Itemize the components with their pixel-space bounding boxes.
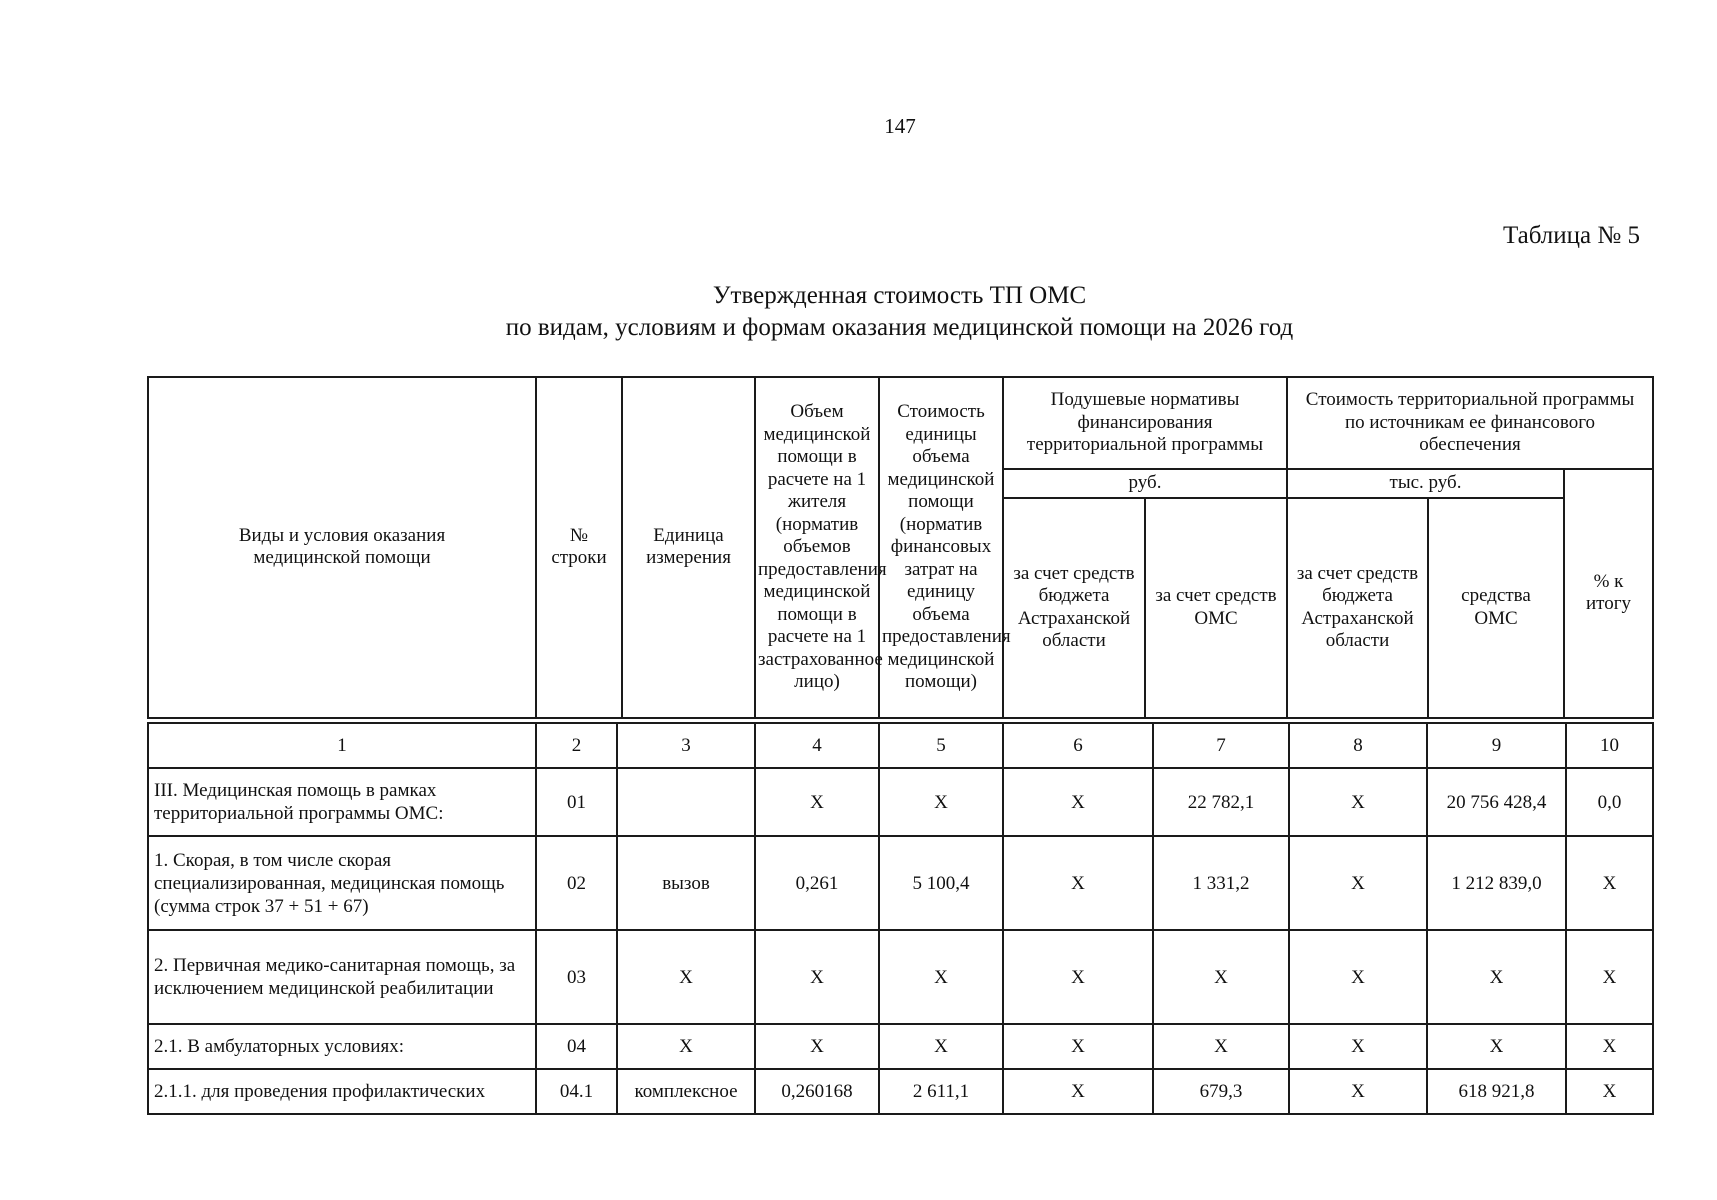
table-row	[148, 1069, 1653, 1114]
row-description: 2.1. В амбулаторных условиях:	[148, 1024, 536, 1069]
row-cost: 2 611,1	[879, 1069, 1003, 1114]
table-label: Таблица № 5	[1502, 222, 1640, 249]
column-number: 3	[617, 723, 755, 768]
row-code: 03	[536, 930, 617, 1024]
row-cost: X	[879, 768, 1003, 836]
header-types: Виды и условия оказания медицинской помощи	[148, 377, 536, 718]
row-volume: X	[755, 1024, 879, 1069]
column-number: 10	[1566, 723, 1653, 768]
row-unit: вызов	[617, 836, 755, 930]
header-unit-thousand-rub: тыс. руб.	[1287, 469, 1564, 498]
header-unit-cost: Стоимость единицы объема медицинской помощи (норматив финансовых затрат на единицу объема предоставления медицинской помощи)	[879, 377, 1003, 718]
row-per-capita-budget: X	[1003, 1024, 1153, 1069]
row-unit: X	[617, 1024, 755, 1069]
title-line-2: по видам, условиям и формам оказания медицинской помощи на 2026 год	[505, 314, 1294, 341]
row-total-budget: X	[1289, 768, 1427, 836]
row-volume: X	[755, 768, 879, 836]
row-percent: X	[1566, 930, 1653, 1024]
table-row	[148, 768, 1653, 836]
header-percent-total: % к итогу	[1564, 469, 1653, 718]
column-number: 5	[879, 723, 1003, 768]
row-per-capita-oms: 679,3	[1153, 1069, 1289, 1114]
row-percent: 0,0	[1566, 768, 1653, 836]
column-number: 7	[1153, 723, 1289, 768]
row-unit: комплексное	[617, 1069, 755, 1114]
row-total-budget: X	[1289, 930, 1427, 1024]
row-cost: X	[879, 930, 1003, 1024]
row-cost: X	[879, 1024, 1003, 1069]
header-program-cost: Стоимость территориальной программы по источникам ее финансового обеспечения	[1287, 377, 1653, 469]
row-description: 1. Скорая, в том числе скорая специализированная, медицинская помощь (сумма строк 37 + 51 + 67)	[148, 836, 536, 930]
column-number: 6	[1003, 723, 1153, 768]
table-header	[147, 376, 1654, 719]
row-volume: X	[755, 930, 879, 1024]
row-total-budget: X	[1289, 1024, 1427, 1069]
row-percent: X	[1566, 836, 1653, 930]
title-line-1: Утвержденная стоимость ТП ОМС	[712, 282, 1087, 309]
row-per-capita-oms: X	[1153, 930, 1289, 1024]
row-code: 04	[536, 1024, 617, 1069]
row-total-oms: 618 921,8	[1427, 1069, 1566, 1114]
table-row	[148, 1024, 1653, 1069]
row-code: 01	[536, 768, 617, 836]
row-volume: 0,261	[755, 836, 879, 930]
column-number-row	[148, 723, 1653, 768]
column-number: 9	[1427, 723, 1566, 768]
column-number: 4	[755, 723, 879, 768]
row-unit	[617, 768, 755, 836]
row-per-capita-budget: X	[1003, 930, 1153, 1024]
row-code: 02	[536, 836, 617, 930]
row-description: 2. Первичная медико-санитарная помощь, за исключением медицинской реабилитации	[148, 930, 536, 1024]
row-total-oms: 1 212 839,0	[1427, 836, 1566, 930]
column-number: 2	[536, 723, 617, 768]
row-per-capita-oms: 1 331,2	[1153, 836, 1289, 930]
row-total-oms: 20 756 428,4	[1427, 768, 1566, 836]
row-unit: X	[617, 930, 755, 1024]
table-row	[148, 836, 1653, 930]
row-cost: 5 100,4	[879, 836, 1003, 930]
row-description: III. Медицинская помощь в рамках территориальной программы ОМС:	[148, 768, 536, 836]
header-volume: Объем медицинской помощи в расчете на 1 жителя (норматив объемов предоставления медицинской помощи в расчете на 1 застрахованное лицо)	[755, 377, 879, 718]
row-per-capita-budget: X	[1003, 1069, 1153, 1114]
row-total-oms: X	[1427, 1024, 1566, 1069]
row-percent: X	[1566, 1024, 1653, 1069]
header-row-no: № строки	[536, 377, 622, 718]
row-percent: X	[1566, 1069, 1653, 1114]
document-title	[147, 280, 1652, 344]
header-oms-source: за счет средств ОМС	[1145, 498, 1287, 718]
header-budget-source: за счет средств бюджета Астраханской области	[1003, 498, 1145, 718]
row-per-capita-budget: X	[1003, 768, 1153, 836]
row-per-capita-budget: X	[1003, 836, 1153, 930]
header-unit-rub: руб.	[1003, 469, 1287, 498]
column-number: 1	[148, 723, 536, 768]
column-number: 8	[1289, 723, 1427, 768]
page-number: 147	[884, 114, 916, 138]
row-total-budget: X	[1289, 836, 1427, 930]
header-oms-funds: средства ОМС	[1428, 498, 1564, 718]
table-row	[148, 930, 1653, 1024]
row-code: 04.1	[536, 1069, 617, 1114]
header-per-capita: Подушевые нормативы финансирования территориальной программы	[1003, 377, 1287, 469]
row-total-oms: X	[1427, 930, 1566, 1024]
row-total-budget: X	[1289, 1069, 1427, 1114]
table-body	[147, 722, 1654, 1115]
row-description: 2.1.1. для проведения профилактических	[148, 1069, 536, 1114]
header-budget-source-2: за счет средств бюджета Астраханской области	[1287, 498, 1428, 718]
row-per-capita-oms: X	[1153, 1024, 1289, 1069]
row-volume: 0,260168	[755, 1069, 879, 1114]
row-per-capita-oms: 22 782,1	[1153, 768, 1289, 836]
header-unit: Единица измерения	[622, 377, 755, 718]
